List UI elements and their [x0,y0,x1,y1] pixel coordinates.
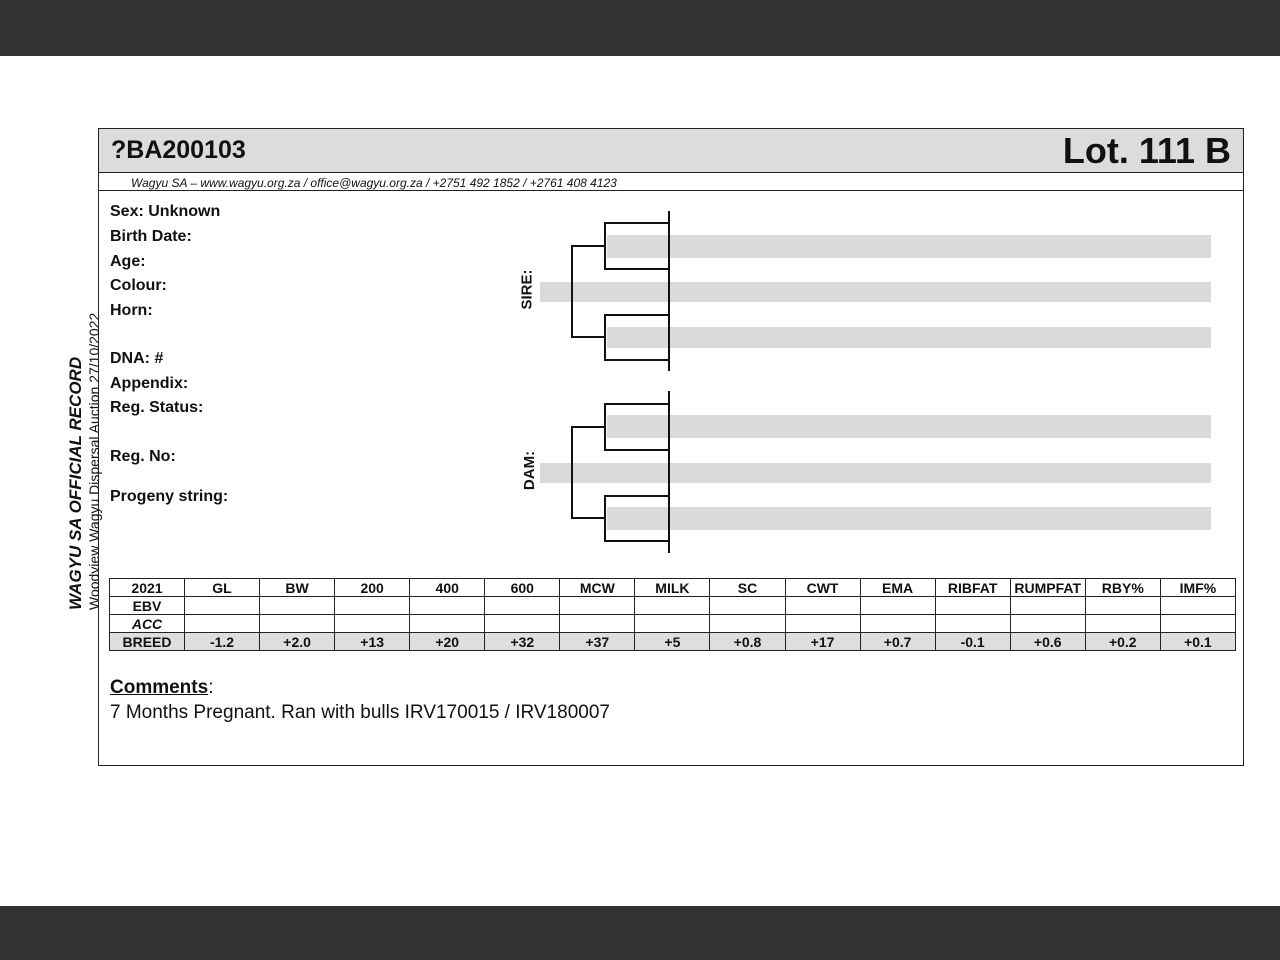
comments-colon: : [208,677,214,698]
acc-cell [335,615,410,633]
acc-cell [935,615,1010,633]
contact-line: Wagyu SA – www.wagyu.org.za / office@wagyu.org.za / +2751 492 1852 / +2761 408 4123 [131,176,617,190]
comments-heading: Comments [110,677,209,698]
breed-row [110,633,1236,651]
acc-row-label: ACC [110,615,185,633]
ebv-header-cell: RUMPFAT [1010,579,1085,597]
breed-cell: +0.7 [860,633,935,651]
ebv-cell [1160,597,1235,615]
breed-cell: +32 [485,633,560,651]
sire-main-bracket-top [571,245,604,247]
breed-cell: +37 [560,633,635,651]
record-header [99,129,1243,173]
dam-box [540,463,1211,483]
ebv-header-cell: RBY% [1085,579,1160,597]
animal-id: ?BA200103 [111,136,246,164]
ebv-year-cell: 2021 [110,579,185,597]
ebv-header-cell: GL [185,579,260,597]
ebv-header-cell: SC [710,579,785,597]
acc-cell [710,615,785,633]
ebv-header-cell: IMF% [1160,579,1235,597]
field-progeny-string: Progeny string: [110,488,229,505]
field-colour: Colour: [110,277,167,294]
ebv-cell [335,597,410,615]
breed-cell: -1.2 [185,633,260,651]
lot-number: Lot. 111 B [1062,130,1231,171]
breed-cell: +20 [410,633,485,651]
dam-dam-box [607,507,1211,530]
top-dark-bar [0,0,1280,56]
ebv-cell [1085,597,1160,615]
ebv-header-row [110,579,1236,597]
breed-cell: +0.1 [1160,633,1235,651]
field-sex: Sex: Unknown [110,203,221,220]
sire-lower-bracket-top [604,314,668,316]
ebv-header-cell: MILK [635,579,710,597]
dam-upper-bracket-bottom [604,449,668,451]
ebv-cell [560,597,635,615]
sire-main-bracket-bottom [571,336,604,338]
ebv-header-cell: CWT [785,579,860,597]
acc-cell [860,615,935,633]
ebv-header-cell: 400 [410,579,485,597]
acc-cell [485,615,560,633]
acc-row [110,615,1236,633]
side-subtitle: Woodview Wagyu Dispersal Auction 27/10/2022 [86,312,102,610]
ebv-cell [860,597,935,615]
sire-label: SIRE: [518,269,536,310]
breed-cell: +0.8 [710,633,785,651]
field-reg-status: Reg. Status: [110,399,204,416]
acc-cell [1085,615,1160,633]
comments-section [110,677,610,724]
dam-main-bracket-bottom [571,517,604,519]
dam-vertical-line [668,391,670,553]
field-age: Age: [110,253,146,270]
breed-row-label: BREED [110,633,185,651]
field-appendix: Appendix: [110,375,189,392]
dam-upper-bracket [604,403,606,450]
sire-vertical-line [668,211,670,371]
record-card [98,128,1244,766]
ebv-header-cell: MCW [560,579,635,597]
comments-text: 7 Months Pregnant. Ran with bulls IRV170015 / IRV180007 [110,702,610,723]
field-birth-date: Birth Date: [110,228,192,245]
ebv-cell [635,597,710,615]
ebv-cell [710,597,785,615]
acc-cell [410,615,485,633]
acc-cell [1160,615,1235,633]
sire-lower-bracket-bottom [604,359,668,361]
sire-lower-bracket [604,314,606,360]
ebv-row [110,597,1236,615]
acc-cell [635,615,710,633]
sire-upper-bracket [604,222,606,269]
ebv-cell [410,597,485,615]
field-horn: Horn: [110,302,153,319]
ebv-header-cell: EMA [860,579,935,597]
ebv-header-cell: BW [260,579,335,597]
sire-upper-bracket-top [604,222,668,224]
dam-upper-bracket-top [604,403,668,405]
breed-cell: +0.2 [1085,633,1160,651]
sire-upper-bracket-bottom [604,268,668,270]
acc-cell [260,615,335,633]
breed-cell: +2.0 [260,633,335,651]
breed-cell: +13 [335,633,410,651]
sire-box [540,282,1211,302]
sire-main-bracket [571,245,573,337]
breed-cell: +0.6 [1010,633,1085,651]
dam-main-bracket-top [571,426,604,428]
acc-cell [185,615,260,633]
dam-lower-bracket-top [604,495,668,497]
acc-cell [1010,615,1085,633]
ebv-header-cell: 200 [335,579,410,597]
dam-sire-box [607,415,1211,438]
field-reg-no: Reg. No: [110,448,176,465]
ebv-row-label: EBV [110,597,185,615]
sire-sire-box [607,235,1211,258]
dam-lower-bracket [604,495,606,541]
ebv-cell [260,597,335,615]
ebv-cell [785,597,860,615]
breed-cell: +17 [785,633,860,651]
ebv-cell [185,597,260,615]
bottom-dark-bar [0,906,1280,960]
acc-cell [560,615,635,633]
dam-lower-bracket-bottom [604,540,668,542]
ebv-cell [935,597,1010,615]
acc-cell [785,615,860,633]
side-title: WAGYU SA OFFICIAL RECORD [66,356,85,610]
dam-main-bracket [571,426,573,518]
ebv-header-cell: 600 [485,579,560,597]
dam-label: DAM: [521,450,539,491]
breed-cell: -0.1 [935,633,1010,651]
field-dna: DNA: # [110,350,164,367]
sire-dam-box [607,327,1211,348]
ebv-header-cell: RIBFAT [935,579,1010,597]
header-divider [99,190,1243,191]
breed-cell: +5 [635,633,710,651]
ebv-table [109,578,1236,651]
ebv-cell [1010,597,1085,615]
ebv-cell [485,597,560,615]
